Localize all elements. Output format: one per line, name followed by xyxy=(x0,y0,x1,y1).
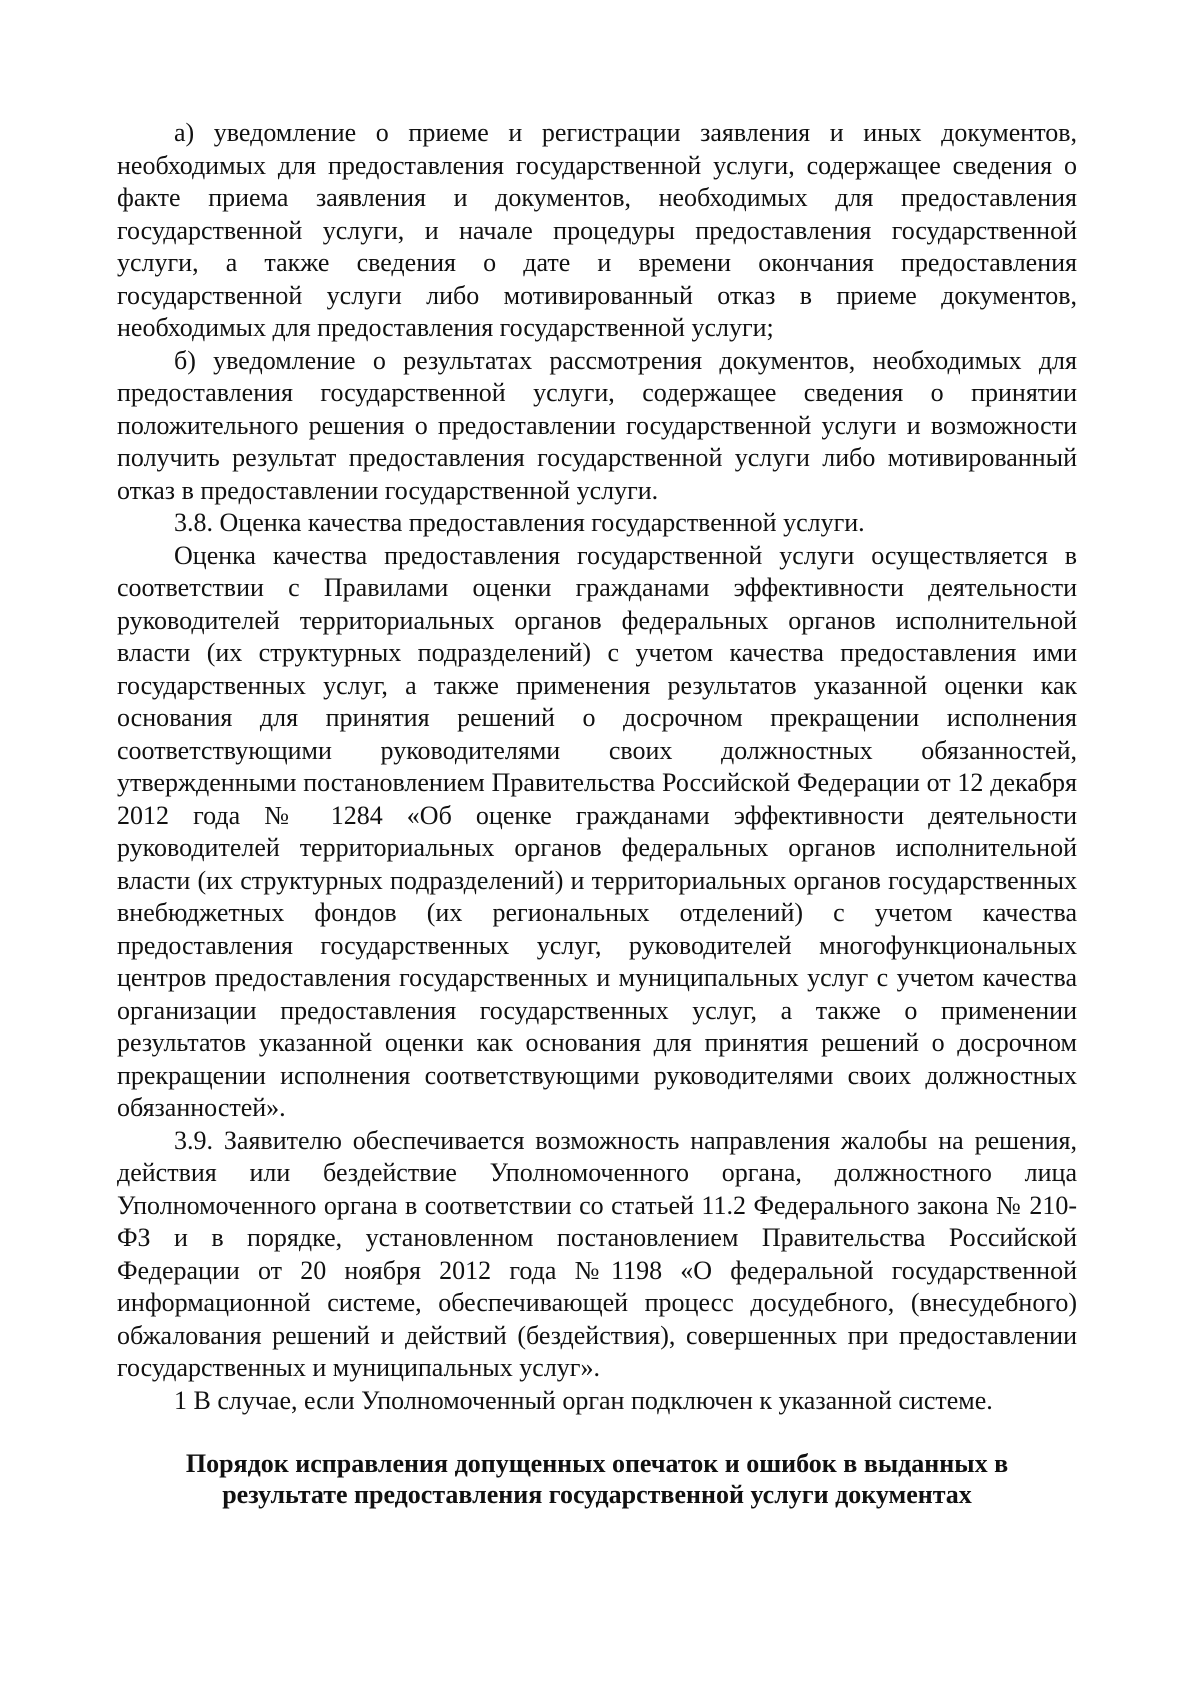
paragraph-notice-result: б) уведомление о результатах рассмотрения документов, необходимых для предоставления государственной услуги, содержащее сведения о принятии положительного решения о предоставлении государственной услуги и возможности получить результат предоставления государственной услуги либо мотивированный отказ в предоставлении государственной услуги. xyxy=(117,345,1077,505)
section-heading-line-1: Порядок исправления допущенных опечаток и ошибок в выданных в xyxy=(185,1449,1009,1478)
section-heading-line-2: результате предоставления государственной услуги документах xyxy=(222,1480,972,1509)
paragraph-section-3-8: 3.8. Оценка качества предоставления государственной услуги. xyxy=(174,508,865,537)
paragraph-notice-receipt: а) уведомление о приеме и регистрации заявления и иных документов, необходимых для предоставления государственной услуги, содержащее сведения о факте приема заявления и документов, необходимых для предоставления государственной услуги, и начале процедуры предоставления государственной услуги, а также сведения о дате и времени окончания предоставления государственной услуги либо мотивированный отказ в приеме документов, необходимых для предоставления государственной услуги; xyxy=(117,118,1077,342)
paragraph-section-3-9: 3.9. Заявителю обеспечивается возможность направления жалобы на решения, действия или бездействие Уполномоченного органа, должностного лица Уполномоченного органа в соответствии со статьей 11.2 Федерального закона № 210-ФЗ и в порядке, установленном постановлением Правительства Российской Федерации от 20 ноября 2012 года №1198 «О федеральной государственной информационной системе, обеспечивающей процесс досудебного, (внесудебного) обжалования решений и действий (бездействия), совершенных при предоставлении государственных и муниципальных услуг». xyxy=(117,1125,1077,1382)
paragraph-footnote-1: 1 В случае, если Уполномоченный орган подключен к указанной системе. xyxy=(174,1385,993,1415)
paragraph-quality-assessment: Оценка качества предоставления государственной услуги осуществляется в соответствии с Правилами оценки гражданами эффективности деятельности руководителей территориальных органов федеральных органов исполнительной власти (их структурных подразделений) с учетом качества предоставления ими государственных услуг, а также применения результатов указанной оценки как основания для принятия решений о досрочном прекращении исполнения соответствующими руководителями своих должностных обязанностей, утвержденными постановлением Правительства Российской Федерации от 12 декабря 2012 года № 1284 «Об оценке гражданами эффективности деятельности руководителей территориальных органов федеральных органов исполнительной власти (их структурных подразделений) и территориальных органов государственных внебюджетных фондов (их региональных отделений) с учетом качества предоставления государственных услуг, руководителей многофункциональных центров предоставления государственных и муниципальных услуг с учетом качества организации предоставления государственных услуг, а также о применении результатов указанной оценки как основания для принятия решений о досрочном прекращении исполнения соответствующими руководителями своих должностных обязанностей». xyxy=(117,540,1077,1122)
section-heading xyxy=(117,1448,1077,1510)
document-body xyxy=(117,117,1077,1417)
